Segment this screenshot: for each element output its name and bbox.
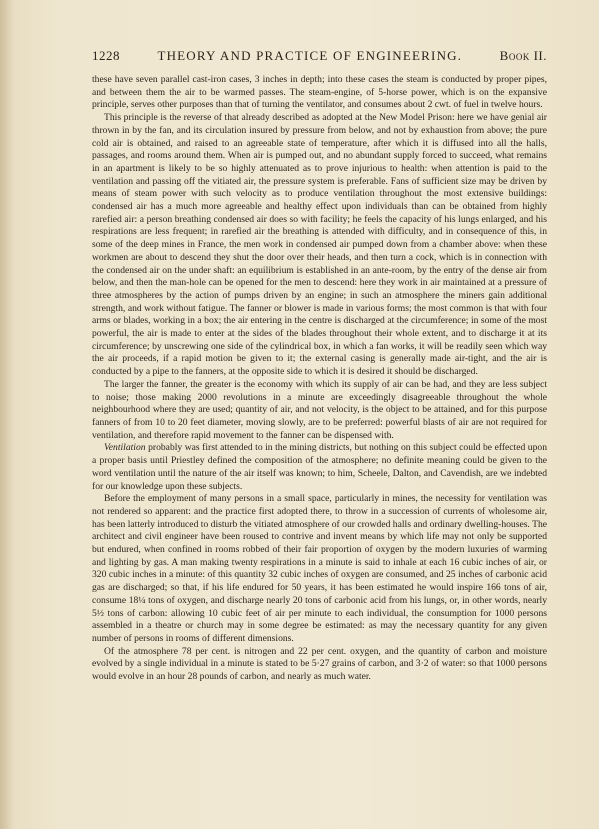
paragraph-lead-word: Ventilation [104,442,146,454]
paragraph: Of the atmosphere 78 per cent. is nitrogen and 22 per cent. oxygen, and the quantity of carbon and moisture evolved by a single individual in a minute is stated to be 5·27 grains of carbon, and 3·2 of water: so that 1000 persons would evolve in an hour 28 pounds of carbon, and nearly as much water. [92,645,547,683]
binding-shadow [0,0,14,829]
page-number: 1228 [92,48,120,63]
paragraph: This principle is the reverse of that already described as adopted at the New Model Prison: here we have genial air thrown in by the fan, and its circulation insured by pressure from below, and not by exhaustion from above; the pure cold air is obtained, and raised to an agreeable state of temperature, after which it is diffused into all the halls, passages, and rooms around them. When air is pumped out, and no abundant supply forced to succeed, what remains in an apartment is likely to be so highly attenuated as to prove injurious to health: when attention is paid to the ventilation and passing off the vitiated air, the pressure system is preferable. Fans of sufficient size may be driven by means of steam power with such velocity as to produce ventilation throughout the most extensive buildings: condensed air has a much more agreeable and healthy effect upon individuals than can be obtained from highly rarefied air: a person breathing condensed air does so with facility; he feels the capacity of his lungs enlarged, and his respirations are less frequent; in rarefied air the breathing is attended with difficulty, and in consequence of this, in some of the deep mines in France, the men work in condensed air pumped down from a chamber above: when these workmen are about to descend they shut the door over their heads, and then turn a cock, which is in connection with the condensed air on the under shaft: an equilibrium is established in an ante-room, by the entry of the dense air from below, and then the man-hole can be opened for the men to descend: here they work in air maintained at a pressure of three atmospheres by the action of pumps driven by an engine; in such an atmosphere the miners gain additional strength, and work without fatigue. The fanner or blower is made in various forms; the most common is that with four arms or blades, working in a box; the air entering in the centre is discharged at the circumference; in some of the most powerful, the air is made to enter at the sides of the blades throughout their whole extent, and to discharge it at its circumference; by unscrewing one side of the cylindrical box, in which a fan works, it will be readily seen which way the air proceeds, if a rapid motion be given to it; the external casing is generally made air-tight, and the air is conducted by a pipe to the fanners, at the opposite side to which it is desired it should be discharged. [92,112,547,378]
paragraph: these have seven parallel cast-iron cases, 3 inches in depth; into these cases the steam is conducted by proper pipes, and between them the air to be warmed passes. The steam-engine, of 5-horse power, which is on the expansive principle, serves other purposes than that of turning the ventilator, and consumes about 2 cwt. of fuel in twelve hours. [92,74,547,111]
paragraph: Before the employment of many persons in a small space, particularly in mines, the necessity for ventilation was not rendered so apparent: and the practice first adopted there, to throw in a succession of currents of wholesome air, has been latterly introduced to disturb the vitiated atmosphere of our crowded halls and ordinary dwelling-houses. The architect and civil engineer have been roused to contrive and invent means by which life may not only be supported but endured, when confined in rooms robbed of their fair proportion of oxygen by the modern luxuries of warming and lighting by gas. A man making twenty respirations in a minute is said to inhale at each 16 cubic inches of air, or 320 cubic inches in a minute: of this quantity 32 cubic inches of oxygen are consumed, and 25 inches of carbonic acid gas are discharged; so that, if his life endured for 50 years, it has been estimated he would inspire 166 tons of air, consume 18¼ tons of oxygen, and discharge nearly 20 tons of carbonic acid from his lungs, or, in other words, nearly 5½ tons of carbon: allowing 10 cubic feet of air per minute to each individual, the consumption for 1000 persons assembled in a theatre or church may in some degree be estimated: as may the necessary quantity for any given number of persons in rooms of different dimensions. [92,493,547,644]
paragraph [92,442,547,493]
body-text [92,74,547,684]
book-label: Book II. [499,48,547,63]
running-title: THEORY AND PRACTICE OF ENGINEERING. [157,48,463,63]
paragraph-rest: probably was first attended to in the mining districts, but nothing on this subject could be effected upon a proper basis until Priestley defined the composition of the atmosphere; no definite meaning could be given to the word ventilation until the nature of the air itself was known; to him, Scheele, Dalton, and Cavendish, are we indebted for our knowledge upon these subjects. [92,442,547,492]
running-header [92,48,547,64]
paragraph: The larger the fanner, the greater is the economy with which its supply of air can be had, and they are less subject to noise; those making 2000 revolutions in a minute are exceedingly disagreeable throughout the whole neighbourhood where they are used; quantity of air, and not velocity, is the object to be attained, and for this purpose fanners of from 10 to 20 feet diameter, moving slowly, are to be preferred: powerful blasts of air are not required for ventilation, and therefore rapid movement to the fanner can be dispensed with. [92,378,547,441]
